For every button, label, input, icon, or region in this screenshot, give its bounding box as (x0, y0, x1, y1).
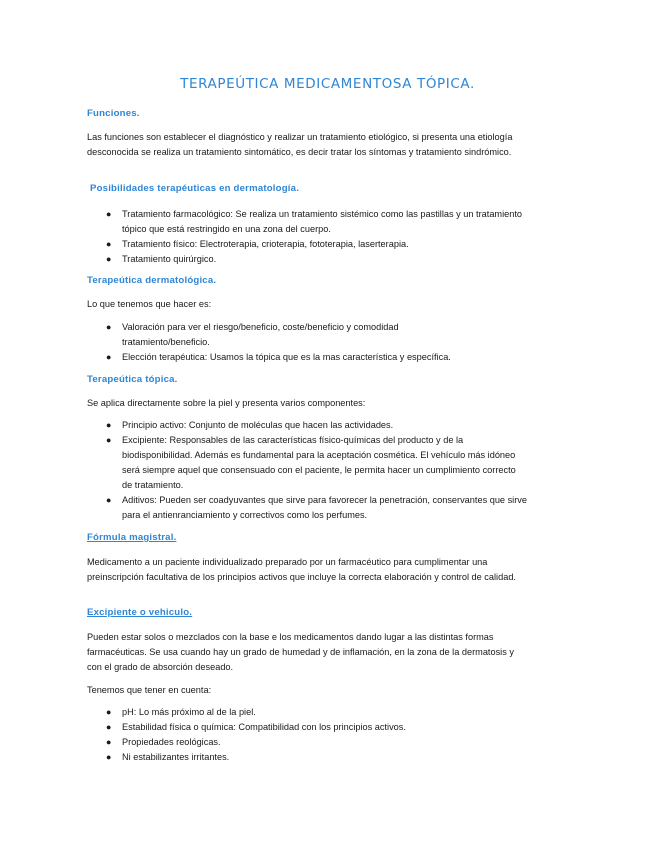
list-item: ● Principio activo: Conjunto de moléculas que hacen las actividades. (87, 418, 527, 433)
bullet-icon: ● (106, 722, 112, 732)
list-item: ● Excipiente: Responsables de las características físico-químicas del producto y de la biodisponibilidad. Además es fundamental para la aceptación cosmética. El vehículo más idóneo será siempre aquel que consensuado con el paciente, le permita hacer un cumplimiento correcto de tratamiento. (106, 435, 516, 490)
intro-dermatologica: Lo que tenemos que hacer es: (87, 299, 212, 309)
list-item: ● Tratamiento farmacológico: Se realiza un tratamiento sistémico como las pastillas y un tratamiento tópico que está restringido en una zona del cuerpo. (106, 209, 523, 234)
list-item: ● Ni estabilizantes irritantes. (87, 750, 527, 765)
list-topica (87, 418, 527, 523)
bullet-icon: ● (106, 322, 112, 332)
heading-dermatologica: Terapeútica dermatológica. (87, 275, 217, 286)
intro-excipiente: Tenemos que tener en cuenta: (87, 685, 212, 695)
bullet-icon: ● (106, 737, 112, 747)
list-item: ● Tratamiento físico: Electroterapia, crioterapia, fototerapia, laserterapia. (87, 237, 527, 252)
list-excipiente (87, 705, 527, 765)
heading-topica: Terapeútica tópica. (87, 374, 178, 385)
bullet-icon: ● (106, 209, 112, 219)
heading-posibilidades: Posibilidades terapéuticas en dermatología. (90, 183, 300, 194)
intro-topica: Se aplica directamente sobre la piel y presenta varios componentes: (87, 398, 366, 408)
heading-formula: Fórmula magistral. (87, 532, 177, 543)
list-dermatologica (87, 320, 467, 365)
list-item: ● Aditivos: Pueden ser coadyuvantes que sirve para favorecer la penetración, conservantes que sirve para el antienranciamiento y correctivos como los perfumes. (106, 495, 527, 520)
list-item: ● Estabilidad física o química: Compatibilidad con los principios activos. (87, 720, 527, 735)
bullet-icon: ● (106, 254, 112, 264)
bullet-icon: ● (106, 239, 112, 249)
list-item: ● Valoración para ver el riesgo/beneficio, coste/beneficio y comodidad tratamiento/beneficio. (106, 322, 399, 347)
bullet-icon: ● (106, 707, 112, 717)
paragraph-formula: Medicamento a un paciente individualizado preparado por un farmacéutico para cumplimentar una preinscripción facultativa de los principios activos que incluye la correcta elaboración y control de calidad. (87, 557, 516, 582)
bullet-icon: ● (106, 352, 112, 362)
heading-excipiente: Excipiente o vehiculo. (87, 607, 193, 618)
bullet-icon: ● (106, 495, 112, 505)
paragraph-funciones: Las funciones son establecer el diagnóstico y realizar un tratamiento etiológico, si presenta una etiología desconocida se realiza un tratamiento sintomático, es decir tratar los síntomas y tratamiento sindrómico. (87, 132, 513, 157)
list-item: ● Propiedades reológicas. (87, 735, 527, 750)
list-item: ● Elección terapéutica: Usamos la tópica que es la mas característica y específica. (87, 350, 467, 365)
list-item: ● pH: Lo más próximo al de la piel. (87, 705, 527, 720)
list-posibilidades (87, 207, 527, 267)
paragraph-excipiente: Pueden estar solos o mezclados con la base e los medicamentos dando lugar a las distintas formas farmacéuticas. Se usa cuando hay un grado de humedad y de inflamación, en la zona de la dermatosis y con el grado de absorción deseado. (87, 632, 514, 672)
heading-funciones: Funciones. (87, 108, 140, 119)
list-item: ● Tratamiento quirúrgico. (87, 252, 527, 267)
document-title: TERAPEÚTICA MEDICAMENTOSA TÓPICA. (180, 76, 475, 92)
bullet-icon: ● (106, 435, 112, 445)
bullet-icon: ● (106, 752, 112, 762)
bullet-icon: ● (106, 420, 112, 430)
